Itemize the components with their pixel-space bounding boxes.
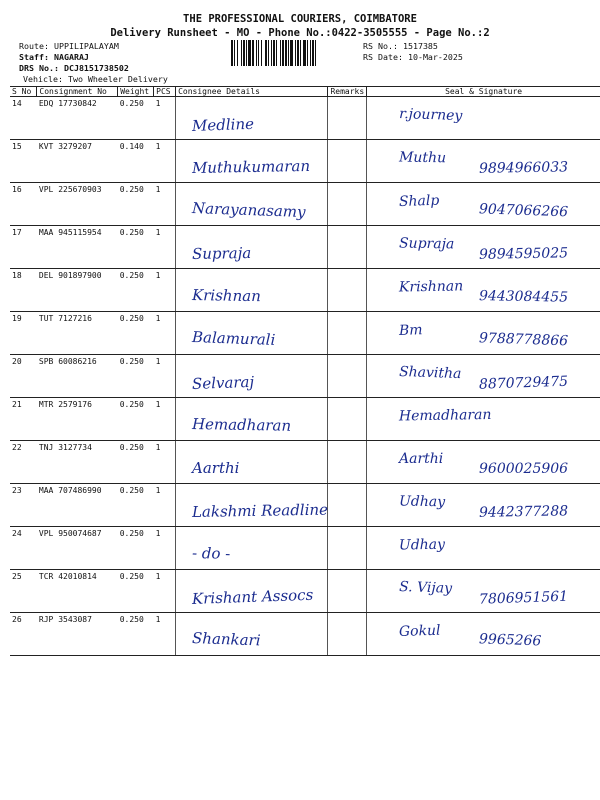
remarks-cell — [328, 355, 367, 398]
signature-handwriting: Supraja — [399, 235, 455, 253]
seal-signature-cell — [367, 269, 600, 312]
route-text: Route: UPPILIPALAYAM — [19, 41, 119, 51]
table-row — [10, 441, 600, 484]
consignee-handwriting: Lakshmi Readline — [191, 500, 329, 521]
weight-value: 0.250 — [118, 97, 154, 140]
consignee-details-cell — [176, 183, 328, 226]
consignee-details-cell — [176, 484, 328, 527]
weight-value: 0.250 — [118, 269, 154, 312]
consignment-number: RJP 3543087 — [37, 613, 118, 656]
signature-handwriting: Shavitha — [398, 363, 462, 383]
signature-handwriting: r.journey — [398, 105, 463, 125]
signature-handwriting: Shalp — [398, 192, 440, 211]
consignee-handwriting: Krishnan — [191, 286, 262, 306]
signature-handwriting: Udhay — [399, 493, 446, 511]
weight-value: 0.250 — [118, 355, 154, 398]
consignee-details-cell — [176, 312, 328, 355]
serial-number: 20 — [10, 355, 37, 398]
consignee-handwriting: - do - — [191, 544, 231, 563]
seal-signature-cell — [367, 527, 600, 570]
weight-value: 0.140 — [118, 140, 154, 183]
phone-handwriting: 9894595025 — [479, 245, 569, 263]
seal-signature-cell — [367, 398, 600, 441]
consignee-handwriting: Selvaraj — [191, 372, 255, 393]
remarks-cell — [328, 484, 367, 527]
pcs-value: 1 — [154, 527, 176, 570]
consignee-details-cell — [176, 97, 328, 140]
consignee-details-cell — [176, 140, 328, 183]
table-row — [10, 398, 600, 441]
remarks-cell — [328, 226, 367, 269]
serial-number: 17 — [10, 226, 37, 269]
consignee-handwriting: Aarthi — [192, 459, 240, 477]
phone-handwriting: 9442377288 — [479, 503, 569, 521]
phone-handwriting: 7806951561 — [478, 588, 569, 608]
remarks-cell — [328, 441, 367, 484]
serial-number: 25 — [10, 570, 37, 613]
column-header: Remarks — [328, 87, 367, 97]
staff-text: Staff: NAGARAJ — [19, 52, 89, 62]
consignment-number: KVT 3279207 — [37, 140, 118, 183]
serial-number: 18 — [10, 269, 37, 312]
runsheet-subtitle: Delivery Runsheet - MO - Phone No.:0422-3505555 - Page No.:2 — [110, 27, 490, 39]
weight-value: 0.250 — [118, 484, 154, 527]
consignee-details-cell — [176, 355, 328, 398]
seal-signature-cell — [367, 355, 600, 398]
rs-date: RS Date: 10-Mar-2025 — [363, 52, 463, 62]
consignment-number: TNJ 3127734 — [37, 441, 118, 484]
seal-signature-cell — [367, 140, 600, 183]
consignee-details-cell — [176, 527, 328, 570]
signature-handwriting: Krishnan — [399, 278, 464, 296]
seal-signature-cell — [367, 97, 600, 140]
consignment-number: SPB 60086216 — [37, 355, 118, 398]
remarks-cell — [328, 183, 367, 226]
phone-handwriting: 9965266 — [478, 631, 542, 650]
vehicle-text: Vehicle: Two Wheeler Delivery — [23, 74, 168, 84]
consignment-number: DEL 901897900 — [37, 269, 118, 312]
phone-handwriting: 9600025906 — [479, 461, 569, 477]
weight-value: 0.250 — [118, 570, 154, 613]
consignee-handwriting: Narayanasamy — [191, 199, 306, 222]
remarks-cell — [328, 570, 367, 613]
pcs-value: 1 — [154, 226, 176, 269]
serial-number: 22 — [10, 441, 37, 484]
serial-number: 16 — [10, 183, 37, 226]
table-row — [10, 140, 600, 183]
pcs-value: 1 — [154, 355, 176, 398]
consignee-handwriting: Muthukumaran — [191, 156, 311, 177]
table-row — [10, 312, 600, 355]
phone-handwriting: 9894966033 — [479, 159, 569, 177]
remarks-cell — [328, 269, 367, 312]
seal-signature-cell — [367, 484, 600, 527]
consignee-details-cell — [176, 269, 328, 312]
pcs-value: 1 — [154, 312, 176, 355]
signature-handwriting: Muthu — [399, 149, 447, 167]
signature-handwriting: Aarthi — [399, 451, 444, 467]
phone-handwriting: 9443084455 — [479, 288, 569, 306]
pcs-value: 1 — [154, 140, 176, 183]
signature-handwriting: Udhay — [399, 536, 446, 554]
column-header: S No — [10, 87, 37, 97]
consignee-details-cell — [176, 398, 328, 441]
table-header-row — [10, 87, 600, 97]
consignment-number: VPL 225670903 — [37, 183, 118, 226]
table-row — [10, 355, 600, 398]
drs-number: DRS No.: DCJ8151738502 — [19, 63, 129, 73]
serial-number: 21 — [10, 398, 37, 441]
column-header: Consignment No — [37, 87, 118, 97]
table-row — [10, 613, 600, 656]
seal-signature-cell — [367, 613, 600, 656]
consignee-details-cell — [176, 226, 328, 269]
consignment-number: MAA 945115954 — [37, 226, 118, 269]
column-header: Weight — [118, 87, 154, 97]
table-row — [10, 484, 600, 527]
weight-value: 0.250 — [118, 312, 154, 355]
remarks-cell — [328, 613, 367, 656]
consignee-handwriting: Balamurali — [191, 328, 276, 349]
consignee-handwriting: Krishant Assocs — [191, 585, 314, 608]
serial-number: 14 — [10, 97, 37, 140]
consignee-handwriting: Medline — [191, 114, 255, 135]
signature-handwriting: Hemadharan — [399, 406, 492, 425]
consignment-number: TUT 7127216 — [37, 312, 118, 355]
remarks-cell — [328, 140, 367, 183]
serial-number: 19 — [10, 312, 37, 355]
pcs-value: 1 — [154, 183, 176, 226]
seal-signature-cell — [367, 312, 600, 355]
phone-handwriting: 9788778866 — [478, 330, 569, 350]
consignee-handwriting: Supraja — [191, 243, 252, 263]
weight-value: 0.250 — [118, 527, 154, 570]
weight-value: 0.250 — [118, 613, 154, 656]
consignment-number: EDQ 17730842 — [37, 97, 118, 140]
remarks-cell — [328, 527, 367, 570]
consignment-number: VPL 950074687 — [37, 527, 118, 570]
pcs-value: 1 — [154, 613, 176, 656]
consignment-number: MTR 2579176 — [37, 398, 118, 441]
phone-handwriting: 9047066266 — [478, 201, 569, 221]
remarks-cell — [328, 398, 367, 441]
signature-handwriting: S. Vijay — [398, 578, 453, 597]
runsheet-table — [10, 86, 600, 656]
consignee-details-cell — [176, 441, 328, 484]
table-row — [10, 570, 600, 613]
weight-value: 0.250 — [118, 441, 154, 484]
serial-number: 26 — [10, 613, 37, 656]
column-header: Consignee Details — [176, 87, 328, 97]
seal-signature-cell — [367, 441, 600, 484]
pcs-value: 1 — [154, 570, 176, 613]
signature-handwriting: Bm — [398, 322, 423, 340]
pcs-value: 1 — [154, 441, 176, 484]
table-row — [10, 527, 600, 570]
table-row — [10, 183, 600, 226]
consignee-details-cell — [176, 570, 328, 613]
consignee-handwriting: Shankari — [191, 629, 261, 650]
consignee-details-cell — [176, 613, 328, 656]
weight-value: 0.250 — [118, 226, 154, 269]
consignment-number: MAA 707486990 — [37, 484, 118, 527]
table-row — [10, 226, 600, 269]
seal-signature-cell — [367, 570, 600, 613]
table-row — [10, 269, 600, 312]
pcs-value: 1 — [154, 97, 176, 140]
pcs-value: 1 — [154, 269, 176, 312]
seal-signature-cell — [367, 183, 600, 226]
weight-value: 0.250 — [118, 183, 154, 226]
consignee-handwriting: Hemadharan — [191, 415, 292, 435]
pcs-value: 1 — [154, 484, 176, 527]
remarks-cell — [328, 97, 367, 140]
seal-signature-cell — [367, 226, 600, 269]
rs-number: RS No.: 1517385 — [363, 41, 438, 51]
remarks-cell — [328, 312, 367, 355]
table-row — [10, 97, 600, 140]
serial-number: 15 — [10, 140, 37, 183]
signature-handwriting: Gokul — [398, 622, 441, 641]
consignment-number: TCR 42010814 — [37, 570, 118, 613]
serial-number: 24 — [10, 527, 37, 570]
pcs-value: 1 — [154, 398, 176, 441]
phone-handwriting: 8870729475 — [478, 373, 569, 393]
column-header: Seal & Signature — [367, 87, 600, 97]
serial-number: 23 — [10, 484, 37, 527]
column-header: PCS — [154, 87, 176, 97]
barcode-icon — [231, 40, 357, 66]
company-title: THE PROFESSIONAL COURIERS, COIMBATORE — [183, 13, 417, 25]
weight-value: 0.250 — [118, 398, 154, 441]
